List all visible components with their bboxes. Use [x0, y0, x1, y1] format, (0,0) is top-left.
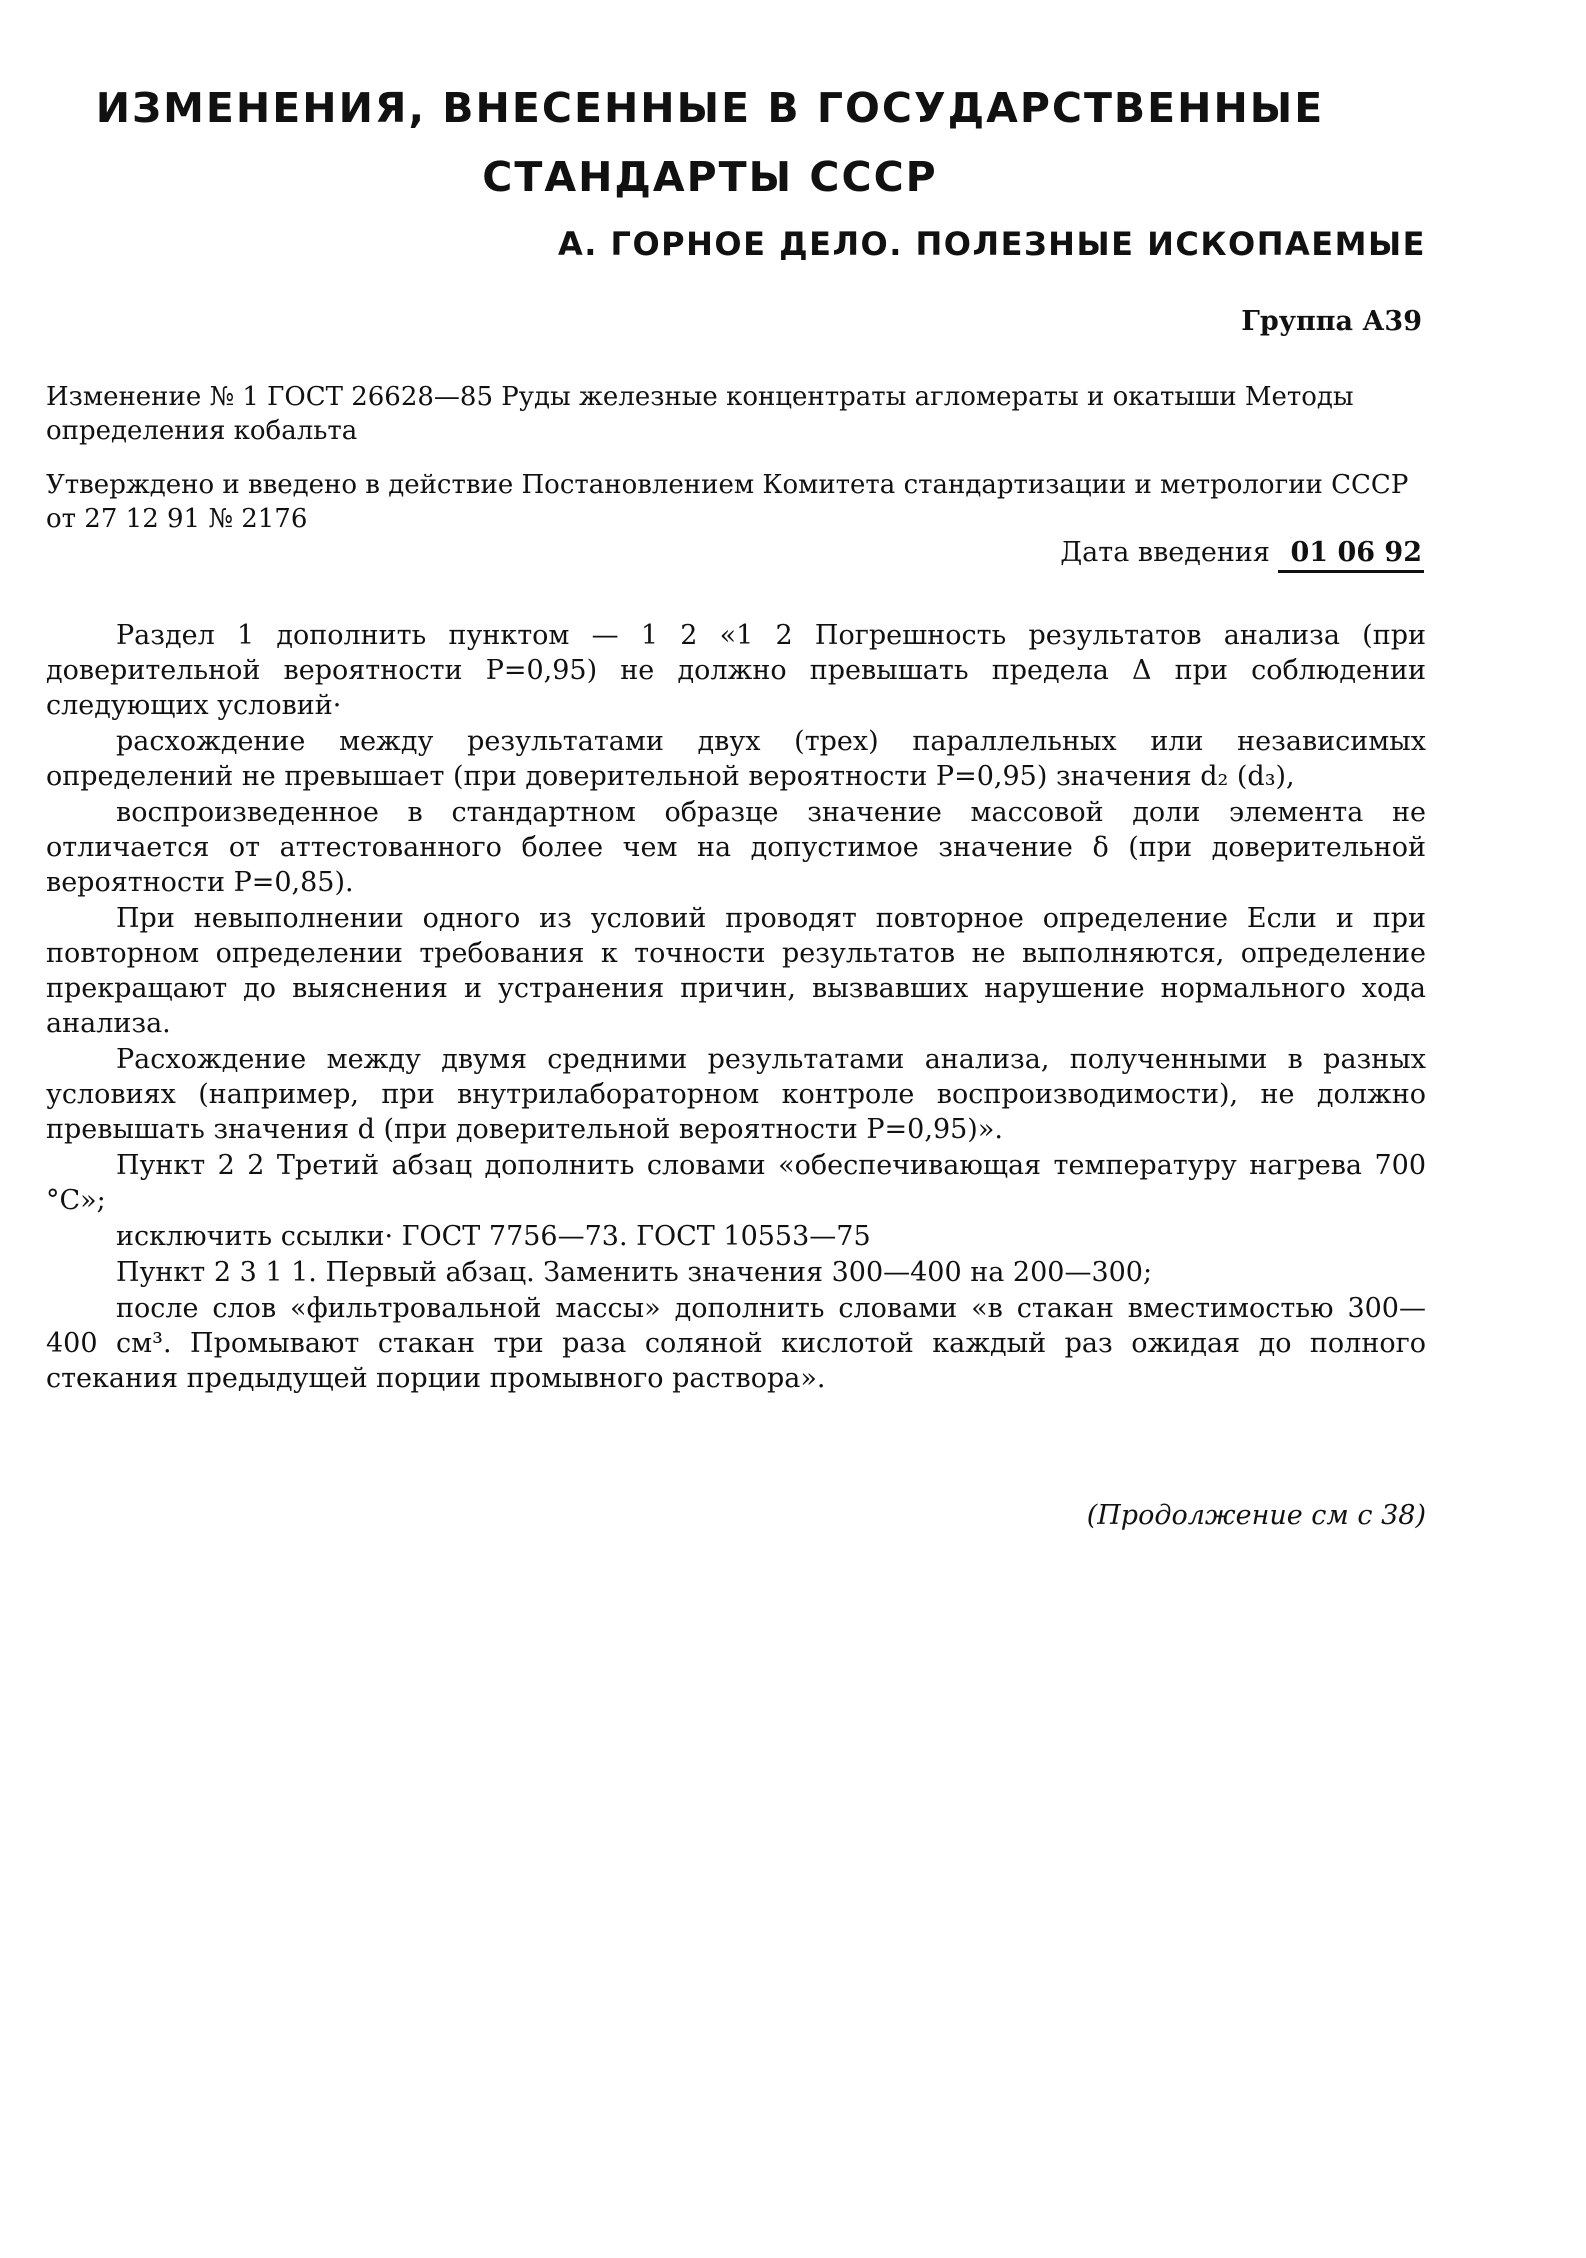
amendment-body [46, 618, 1426, 1397]
date-value: 01 06 92 [1278, 537, 1424, 573]
page-title-line-2: СТАНДАРТЫ СССР [482, 153, 938, 201]
group-label: Группа А39 [1241, 306, 1422, 337]
approval-statement: Утверждено и введено в действие Постановлением Комитета стандартизации и метрологии СССР от 27 12 91 № 2176 [46, 470, 1409, 534]
paragraph: При невыполнении одного из условий проводят повторное определение Если и при повторном определении требования к точности результатов не выполняются, определение прекращают до выяснения и устранения причин, вызвавших нарушение нормального хода анализа. [46, 903, 1426, 1039]
paragraph: Пункт 2 2 Третий абзац дополнить словами «обеспечивающая температуру нагрева 700 °С»; [46, 1150, 1426, 1216]
page-title-line-1: ИЗМЕНЕНИЯ, ВНЕСЕННЫЕ В ГОСУДАРСТВЕННЫЕ [95, 84, 1325, 132]
section-heading: А. ГОРНОЕ ДЕЛО. ПОЛЕЗНЫЕ ИСКОПАЕМЫЕ [557, 225, 1426, 263]
paragraph: расхождение между результатами двух (трех) параллельных или независимых определений не превышает (при доверительной вероятности P=0,95) значения d₂ (d₃), [46, 726, 1426, 792]
paragraph: исключить ссылки· ГОСТ 7756—73. ГОСТ 10553—75 [116, 1221, 871, 1252]
paragraph: Расхождение между двумя средними результатами анализа, полученными в разных условиях (например, при внутрилабораторном контроле воспроизводимости), не должно превышать значения d (при доверительной вероятности P=0,95)». [46, 1044, 1426, 1145]
paragraph: Пункт 2 3 1 1. Первый абзац. Заменить значения 300—400 на 200—300; [116, 1257, 1153, 1288]
date-label: Дата введения [1060, 537, 1270, 568]
paragraph: Раздел 1 дополнить пунктом — 1 2 «1 2 Погрешность результатов анализа (при доверительной вероятности P=0,95) не должно превышать предела Δ при соблюдении следующих условий· [46, 620, 1426, 721]
paragraph: после слов «фильтровальной массы» дополнить словами «в стакан вместимостью 300—400 см³. Промывают стакан три раза соляной кислотой каждый раз ожидая до полного стекания предыдущей порции промывного раствора». [46, 1293, 1426, 1394]
introduction-date [1060, 537, 1424, 568]
continuation-note: (Продолжение см с 38) [1086, 1500, 1426, 1531]
amendment-title: Изменение № 1 ГОСТ 26628—85 Руды железные концентраты агломераты и окатыши Методы определения кобальта [46, 382, 1354, 446]
paragraph: воспроизведенное в стандартном образце значение массовой доли элемента не отличается от аттестованного более чем на допустимое значение δ (при доверительной вероятности P=0,85). [46, 797, 1426, 898]
